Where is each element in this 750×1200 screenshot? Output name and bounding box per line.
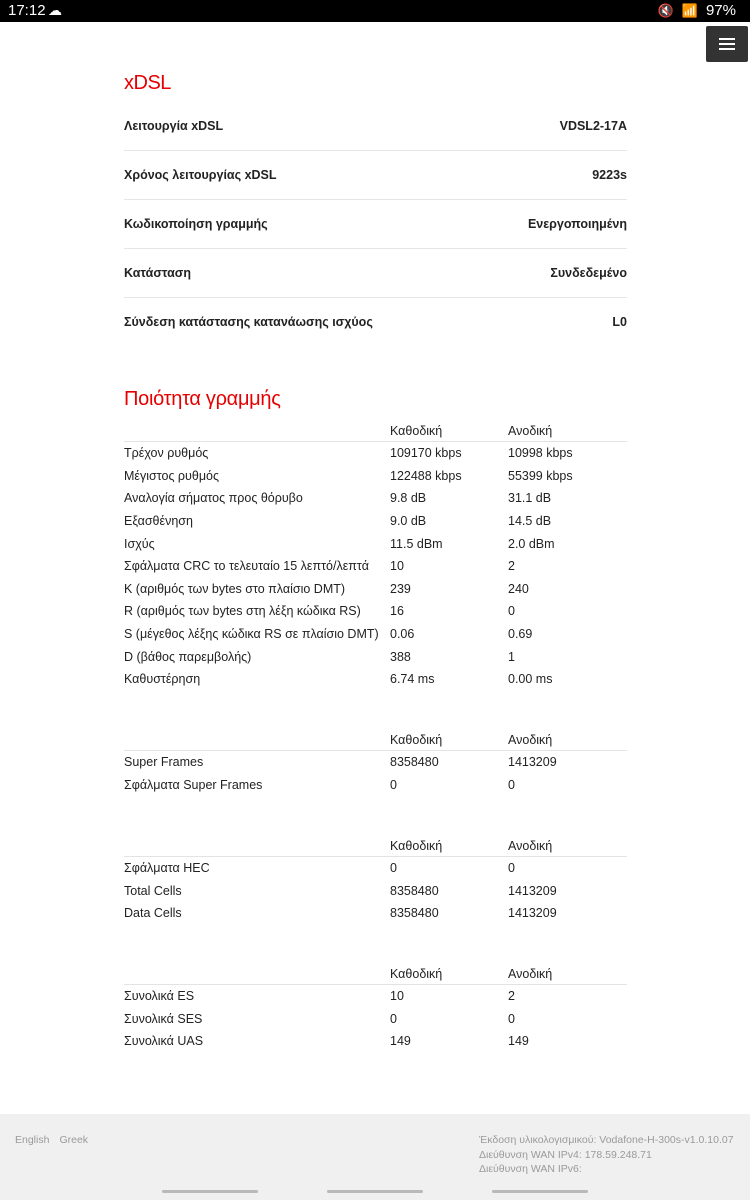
nav-pill[interactable] <box>162 1190 258 1193</box>
nav-pill[interactable] <box>327 1190 423 1193</box>
row-upstream: 0.00 ms <box>508 672 553 687</box>
row-label: D (βάθος παρεμβολής) <box>124 649 252 664</box>
menu-icon-bar <box>719 38 735 40</box>
row-label: Σφάλματα HEC <box>124 861 210 876</box>
table-row <box>124 774 627 797</box>
row-upstream: 1 <box>508 649 515 664</box>
wifi-icon: 📶 <box>681 2 698 18</box>
row-downstream: 122488 kbps <box>390 468 462 483</box>
hamburger-menu-button[interactable] <box>706 26 748 62</box>
row-upstream: 0 <box>508 861 515 876</box>
table-row <box>124 645 627 668</box>
row-downstream: 109170 kbps <box>390 446 462 461</box>
footer <box>0 1114 750 1186</box>
header-downstream: Καθοδική <box>390 839 443 853</box>
errored-seconds-table <box>124 964 627 1053</box>
row-label: Σφάλματα CRC το τελευταίο 15 λεπτό/λεπτά <box>124 559 369 574</box>
row-downstream: 6.74 ms <box>390 672 435 687</box>
row-label: Σφάλματα Super Frames <box>124 777 263 792</box>
table-row <box>124 510 627 533</box>
status-time: 17:12 <box>8 2 46 19</box>
row-downstream: 10 <box>390 559 404 574</box>
row-label: Ισχύς <box>124 536 155 551</box>
row-downstream: 9.0 dB <box>390 514 427 529</box>
xdsl-row-label: Σύνδεση κατάστασης κατανάωσης ισχύος <box>124 315 373 330</box>
xdsl-row-mode <box>124 102 627 151</box>
row-upstream: 1413209 <box>508 906 557 921</box>
xdsl-row-value: L0 <box>612 315 627 330</box>
row-label: Μέγιστος ρυθμός <box>124 468 220 483</box>
xdsl-row-status <box>124 249 627 298</box>
table-row <box>124 902 627 925</box>
xdsl-row-label: Κατάσταση <box>124 265 191 280</box>
row-label: S (μέγεθος λέξης κώδικα RS σε πλαίσιο DMT) <box>124 627 379 642</box>
table-row <box>124 600 627 623</box>
row-downstream: 9.8 dB <box>390 491 427 506</box>
line-stats-table <box>124 421 627 691</box>
header-upstream: Ανοδική <box>508 967 553 981</box>
row-upstream: 55399 kbps <box>508 468 573 483</box>
table-header <box>124 421 627 442</box>
row-label: Τρέχον ρυθμός <box>124 446 209 461</box>
language-english-link[interactable]: English <box>15 1134 50 1146</box>
device-info <box>479 1133 734 1177</box>
menu-icon-bar <box>719 43 735 45</box>
table-row <box>124 880 627 903</box>
row-upstream: 2.0 dBm <box>508 536 555 551</box>
super-frames-table <box>124 730 627 796</box>
table-row <box>124 1030 627 1053</box>
table-row <box>124 751 627 774</box>
row-upstream: 0.69 <box>508 627 533 642</box>
row-label: Συνολικά SES <box>124 1011 203 1026</box>
row-label: R (αριθμός των bytes στη λέξη κώδικα RS) <box>124 604 361 619</box>
row-upstream: 2 <box>508 559 515 574</box>
xdsl-row-value: Ενεργοποιημένη <box>527 216 627 231</box>
nav-pill[interactable] <box>492 1190 588 1193</box>
status-bar <box>0 0 750 22</box>
row-upstream: 0 <box>508 1011 515 1026</box>
android-nav-bar <box>0 1186 750 1200</box>
row-upstream: 149 <box>508 1034 529 1049</box>
row-label: Αναλογία σήματος προς θόρυβο <box>124 491 303 506</box>
cells-table <box>124 836 627 925</box>
row-label: Συνολικά ES <box>124 989 195 1004</box>
row-downstream: 0 <box>390 861 397 876</box>
table-header <box>124 964 627 985</box>
header-upstream: Ανοδική <box>508 424 553 438</box>
row-downstream: 388 <box>390 649 411 664</box>
row-upstream: 1413209 <box>508 883 557 898</box>
row-downstream: 8358480 <box>390 906 439 921</box>
wan-ipv6-address: Διεύθυνση WAN IPv6: <box>479 1163 582 1175</box>
row-upstream: 10998 kbps <box>508 446 573 461</box>
xdsl-row-line-encoding <box>124 200 627 249</box>
row-label: Εξασθένηση <box>124 514 193 529</box>
table-row <box>124 985 627 1008</box>
row-label: K (αριθμός των bytes στο πλαίσιο DMT) <box>124 581 346 596</box>
row-label: Data Cells <box>124 906 182 921</box>
table-header <box>124 836 627 857</box>
row-downstream: 8358480 <box>390 883 439 898</box>
row-downstream: 149 <box>390 1034 411 1049</box>
xdsl-row-uptime <box>124 151 627 200</box>
wan-ipv4-address: Διεύθυνση WAN IPv4: 178.59.248.71 <box>479 1148 652 1161</box>
row-upstream: 0 <box>508 777 515 792</box>
xdsl-row-label: Κωδικοποίηση γραμμής <box>124 216 268 231</box>
xdsl-section-title: xDSL <box>124 72 171 94</box>
row-upstream: 31.1 dB <box>508 491 552 506</box>
header-downstream: Καθοδική <box>390 424 443 438</box>
row-upstream: 0 <box>508 604 515 619</box>
header-downstream: Καθοδική <box>390 967 443 981</box>
table-row <box>124 668 627 691</box>
row-downstream: 16 <box>390 604 404 619</box>
row-label: Super Frames <box>124 755 204 770</box>
xdsl-row-label: Χρόνος λειτουργίας xDSL <box>124 167 277 182</box>
row-label: Συνολικά UAS <box>124 1034 204 1049</box>
menu-icon-bar <box>719 48 735 50</box>
table-header <box>124 730 627 751</box>
mute-icon: 🔇 <box>657 2 674 18</box>
row-label: Καθυστέρηση <box>124 672 201 687</box>
table-row <box>124 578 627 601</box>
row-downstream: 0.06 <box>390 627 415 642</box>
header-upstream: Ανοδική <box>508 839 553 853</box>
row-upstream: 240 <box>508 581 529 596</box>
table-row <box>124 442 627 465</box>
line-quality-section-title: Ποιότητα γραμμής <box>124 388 281 410</box>
table-row <box>124 857 627 880</box>
xdsl-row-value: 9223s <box>592 167 627 182</box>
status-icons <box>658 2 736 19</box>
row-upstream: 14.5 dB <box>508 514 552 529</box>
table-row <box>124 623 627 646</box>
xdsl-row-label: Λειτουργία xDSL <box>124 118 224 133</box>
table-row <box>124 532 627 555</box>
table-row <box>124 555 627 578</box>
xdsl-row-value: Συνδεδεμένο <box>550 265 627 280</box>
row-label: Total Cells <box>124 883 182 898</box>
row-downstream: 0 <box>390 777 397 792</box>
table-row <box>124 1008 627 1031</box>
xdsl-row-power-state <box>124 298 627 347</box>
row-downstream: 239 <box>390 581 411 596</box>
table-row <box>124 487 627 510</box>
row-downstream: 10 <box>390 989 404 1004</box>
row-downstream: 8358480 <box>390 755 439 770</box>
battery-level: 97% <box>705 2 736 19</box>
header-downstream: Καθοδική <box>390 733 443 747</box>
table-row <box>124 465 627 488</box>
header-upstream: Ανοδική <box>508 733 553 747</box>
row-upstream: 1413209 <box>508 755 557 770</box>
cloud-upload-icon: ☁ <box>48 2 62 18</box>
row-downstream: 11.5 dBm <box>390 536 443 551</box>
row-upstream: 2 <box>508 989 515 1004</box>
language-greek-link[interactable]: Greek <box>59 1134 89 1146</box>
language-selector <box>15 1134 88 1146</box>
xdsl-row-value: VDSL2-17A <box>559 118 627 133</box>
row-downstream: 0 <box>390 1011 397 1026</box>
firmware-version: Έκδοση υλικολογισμικού: Vodafone-H-300s-v1.0.10.07 <box>479 1134 734 1146</box>
